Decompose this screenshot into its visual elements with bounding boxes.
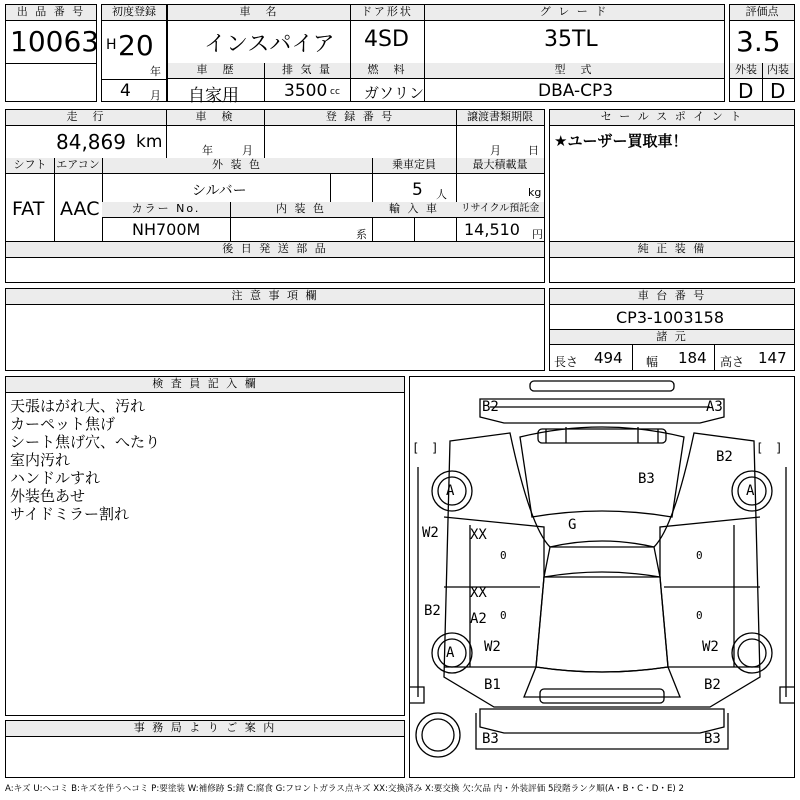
length-label: 長さ bbox=[554, 355, 579, 369]
office-label: 事 務 局 よ り ご 案 内 bbox=[6, 721, 404, 737]
damage-mark: A bbox=[446, 645, 455, 661]
month-unit: 月 bbox=[150, 89, 161, 102]
damage-mark: 0 bbox=[696, 609, 703, 622]
car-name: インスパイア bbox=[204, 32, 335, 57]
later-parts-label: 後 日 発 送 部 品 bbox=[6, 242, 544, 258]
first-reg-box bbox=[101, 4, 167, 102]
mileage-unit: km bbox=[136, 132, 163, 152]
height-label: 高さ bbox=[720, 355, 745, 369]
exterior-label: 外装 bbox=[730, 63, 762, 79]
transfer-month: 月 bbox=[490, 144, 501, 157]
inspector-line: 天張はがれ大、汚れ bbox=[10, 397, 146, 415]
damage-mark: 0 bbox=[696, 549, 703, 562]
score: 3.5 bbox=[736, 25, 781, 58]
inspector-line: カーペット焦げ bbox=[10, 415, 116, 433]
damage-mark: A3 bbox=[706, 399, 723, 415]
inspector-line: 外装色あせ bbox=[10, 487, 86, 505]
seats-label: 乗車定員 bbox=[372, 158, 456, 174]
lot-label: 出 品 番 号 bbox=[6, 5, 96, 21]
genuine-label: 純 正 装 備 bbox=[550, 242, 794, 258]
length-value: 494 bbox=[594, 349, 623, 367]
spec-label: 諸 元 bbox=[550, 329, 794, 345]
width-label: 幅 bbox=[646, 355, 659, 369]
notes-box bbox=[5, 288, 545, 371]
int-color-label: 内 装 色 bbox=[230, 202, 372, 218]
lot-number: 10063 bbox=[10, 25, 100, 58]
model-code: DBA-CP3 bbox=[538, 81, 614, 101]
reg-year: 20 bbox=[118, 29, 154, 62]
side-bracket: [ ] bbox=[412, 441, 439, 455]
damage-mark: B2 bbox=[424, 603, 441, 619]
transfer-label: 譲渡書類期限 bbox=[456, 110, 544, 126]
load-label: 最大積載量 bbox=[456, 158, 544, 174]
displacement: 3500 bbox=[284, 81, 328, 101]
damage-mark: B2 bbox=[704, 677, 721, 693]
damage-mark: W2 bbox=[702, 639, 719, 655]
interior-label: 内装 bbox=[762, 63, 794, 79]
recycle-unit: 円 bbox=[532, 228, 543, 241]
damage-mark: G bbox=[568, 517, 577, 533]
regno-label: 登 録 番 号 bbox=[264, 110, 456, 126]
door-type: 4SD bbox=[364, 27, 409, 52]
damage-mark: B3 bbox=[482, 731, 499, 747]
car-info-box bbox=[167, 4, 725, 106]
sales-point-text: ★ユーザー買取車！ bbox=[554, 132, 688, 150]
grade-label: グ レ ー ド bbox=[424, 5, 724, 21]
width-value: 184 bbox=[678, 349, 707, 367]
ext-color: シルバー bbox=[192, 183, 247, 199]
inspection-label: 車 検 bbox=[166, 110, 264, 126]
first-reg-label: 初度登録 bbox=[102, 5, 166, 21]
seats-unit: 人 bbox=[436, 188, 447, 201]
era: H bbox=[106, 37, 117, 53]
genuine-box bbox=[549, 241, 795, 283]
displacement-label: 排 気 量 bbox=[264, 63, 350, 79]
damage-mark: XX bbox=[470, 527, 487, 543]
insp-month-unit: 月 bbox=[242, 144, 253, 157]
transfer-day: 日 bbox=[528, 144, 539, 157]
exterior-score: D bbox=[738, 79, 754, 103]
recycle-fee: 14,510 bbox=[464, 220, 520, 239]
damage-mark: W2 bbox=[422, 525, 439, 541]
damage-mark: A2 bbox=[470, 611, 487, 627]
damage-mark: XX bbox=[470, 585, 487, 601]
int-color-unit: 系 bbox=[356, 228, 367, 241]
chassis-box bbox=[549, 288, 795, 371]
sales-point-label: セ ー ル ス ポ イ ン ト bbox=[550, 110, 794, 126]
score-label: 評価点 bbox=[730, 5, 794, 21]
lot-box bbox=[5, 4, 100, 102]
inspector-line: シート焦げ穴、へたり bbox=[10, 433, 161, 451]
displacement-unit: cc bbox=[330, 87, 340, 97]
inspector-line: サイドミラー割れ bbox=[10, 505, 129, 523]
insp-year-unit: 年 bbox=[202, 144, 213, 157]
ext-color-label: 外 装 色 bbox=[102, 158, 372, 174]
color-no: NH700M bbox=[132, 220, 201, 239]
damage-mark: B1 bbox=[484, 677, 501, 693]
car-diagram bbox=[409, 376, 795, 778]
color-no-label: カラー No. bbox=[102, 202, 230, 218]
history-label: 車 歴 bbox=[168, 63, 264, 79]
grade: 35TL bbox=[544, 27, 598, 52]
notes-label: 注 意 事 項 欄 bbox=[6, 289, 544, 305]
fuel-label: 燃 料 bbox=[350, 63, 424, 79]
side-bracket: [ ] bbox=[756, 441, 783, 455]
damage-mark: A bbox=[446, 483, 455, 499]
door-label: ドア形状 bbox=[350, 5, 424, 21]
damage-mark: 0 bbox=[500, 549, 507, 562]
damage-mark: B2 bbox=[482, 399, 499, 415]
damage-mark: B2 bbox=[716, 449, 733, 465]
history: 自家用 bbox=[188, 86, 239, 106]
inspector-line: ハンドルすれ bbox=[10, 469, 101, 487]
damage-mark: A bbox=[746, 483, 755, 499]
damage-mark: B3 bbox=[638, 471, 655, 487]
chassis-number: CP3-1003158 bbox=[616, 308, 725, 327]
year-unit: 年 bbox=[150, 65, 161, 78]
mileage: 84,869 bbox=[56, 130, 126, 154]
sales-point-box bbox=[549, 109, 795, 242]
load-unit: kg bbox=[528, 186, 542, 199]
damage-mark: 0 bbox=[500, 609, 507, 622]
office-box bbox=[5, 720, 405, 778]
damage-mark: W2 bbox=[484, 639, 501, 655]
shift: FAT bbox=[12, 198, 45, 220]
vehicle-detail-box bbox=[5, 109, 545, 242]
fuel: ガソリン bbox=[364, 84, 425, 102]
seats: 5 bbox=[412, 180, 423, 200]
recycle-label: リサイクル預託金 bbox=[456, 202, 544, 218]
later-parts-box bbox=[5, 241, 545, 283]
chassis-label: 車 台 番 号 bbox=[550, 289, 794, 305]
model-label: 型 式 bbox=[424, 63, 724, 79]
damage-mark: B3 bbox=[704, 731, 721, 747]
import-label: 輸 入 車 bbox=[372, 202, 456, 218]
reg-month: 4 bbox=[120, 81, 131, 101]
ac: AAC bbox=[60, 198, 100, 220]
height-value: 147 bbox=[758, 349, 787, 367]
ac-label: エアコン bbox=[54, 158, 102, 174]
car-outline-drawing bbox=[410, 377, 794, 777]
interior-score: D bbox=[770, 79, 786, 103]
inspector-line: 室内汚れ bbox=[10, 451, 71, 469]
shift-label: シフト bbox=[6, 158, 54, 174]
score-box bbox=[729, 4, 795, 102]
legend-footer: A:キズ U:ヘコミ B:キズを伴うヘコミ P:要塗装 W:補修跡 S:錆 C:腐食 G:フロントガラス点キズ XX:交換済み X:要交換 欠:欠品 内・外装評価 5段階ランク順(A・B・C・D・E) 2 bbox=[5, 784, 684, 794]
mileage-label: 走 行 bbox=[6, 110, 166, 126]
inspector-box bbox=[5, 376, 405, 716]
inspector-label: 検 査 員 記 入 欄 bbox=[6, 377, 404, 393]
car-name-label: 車 名 bbox=[168, 5, 350, 21]
